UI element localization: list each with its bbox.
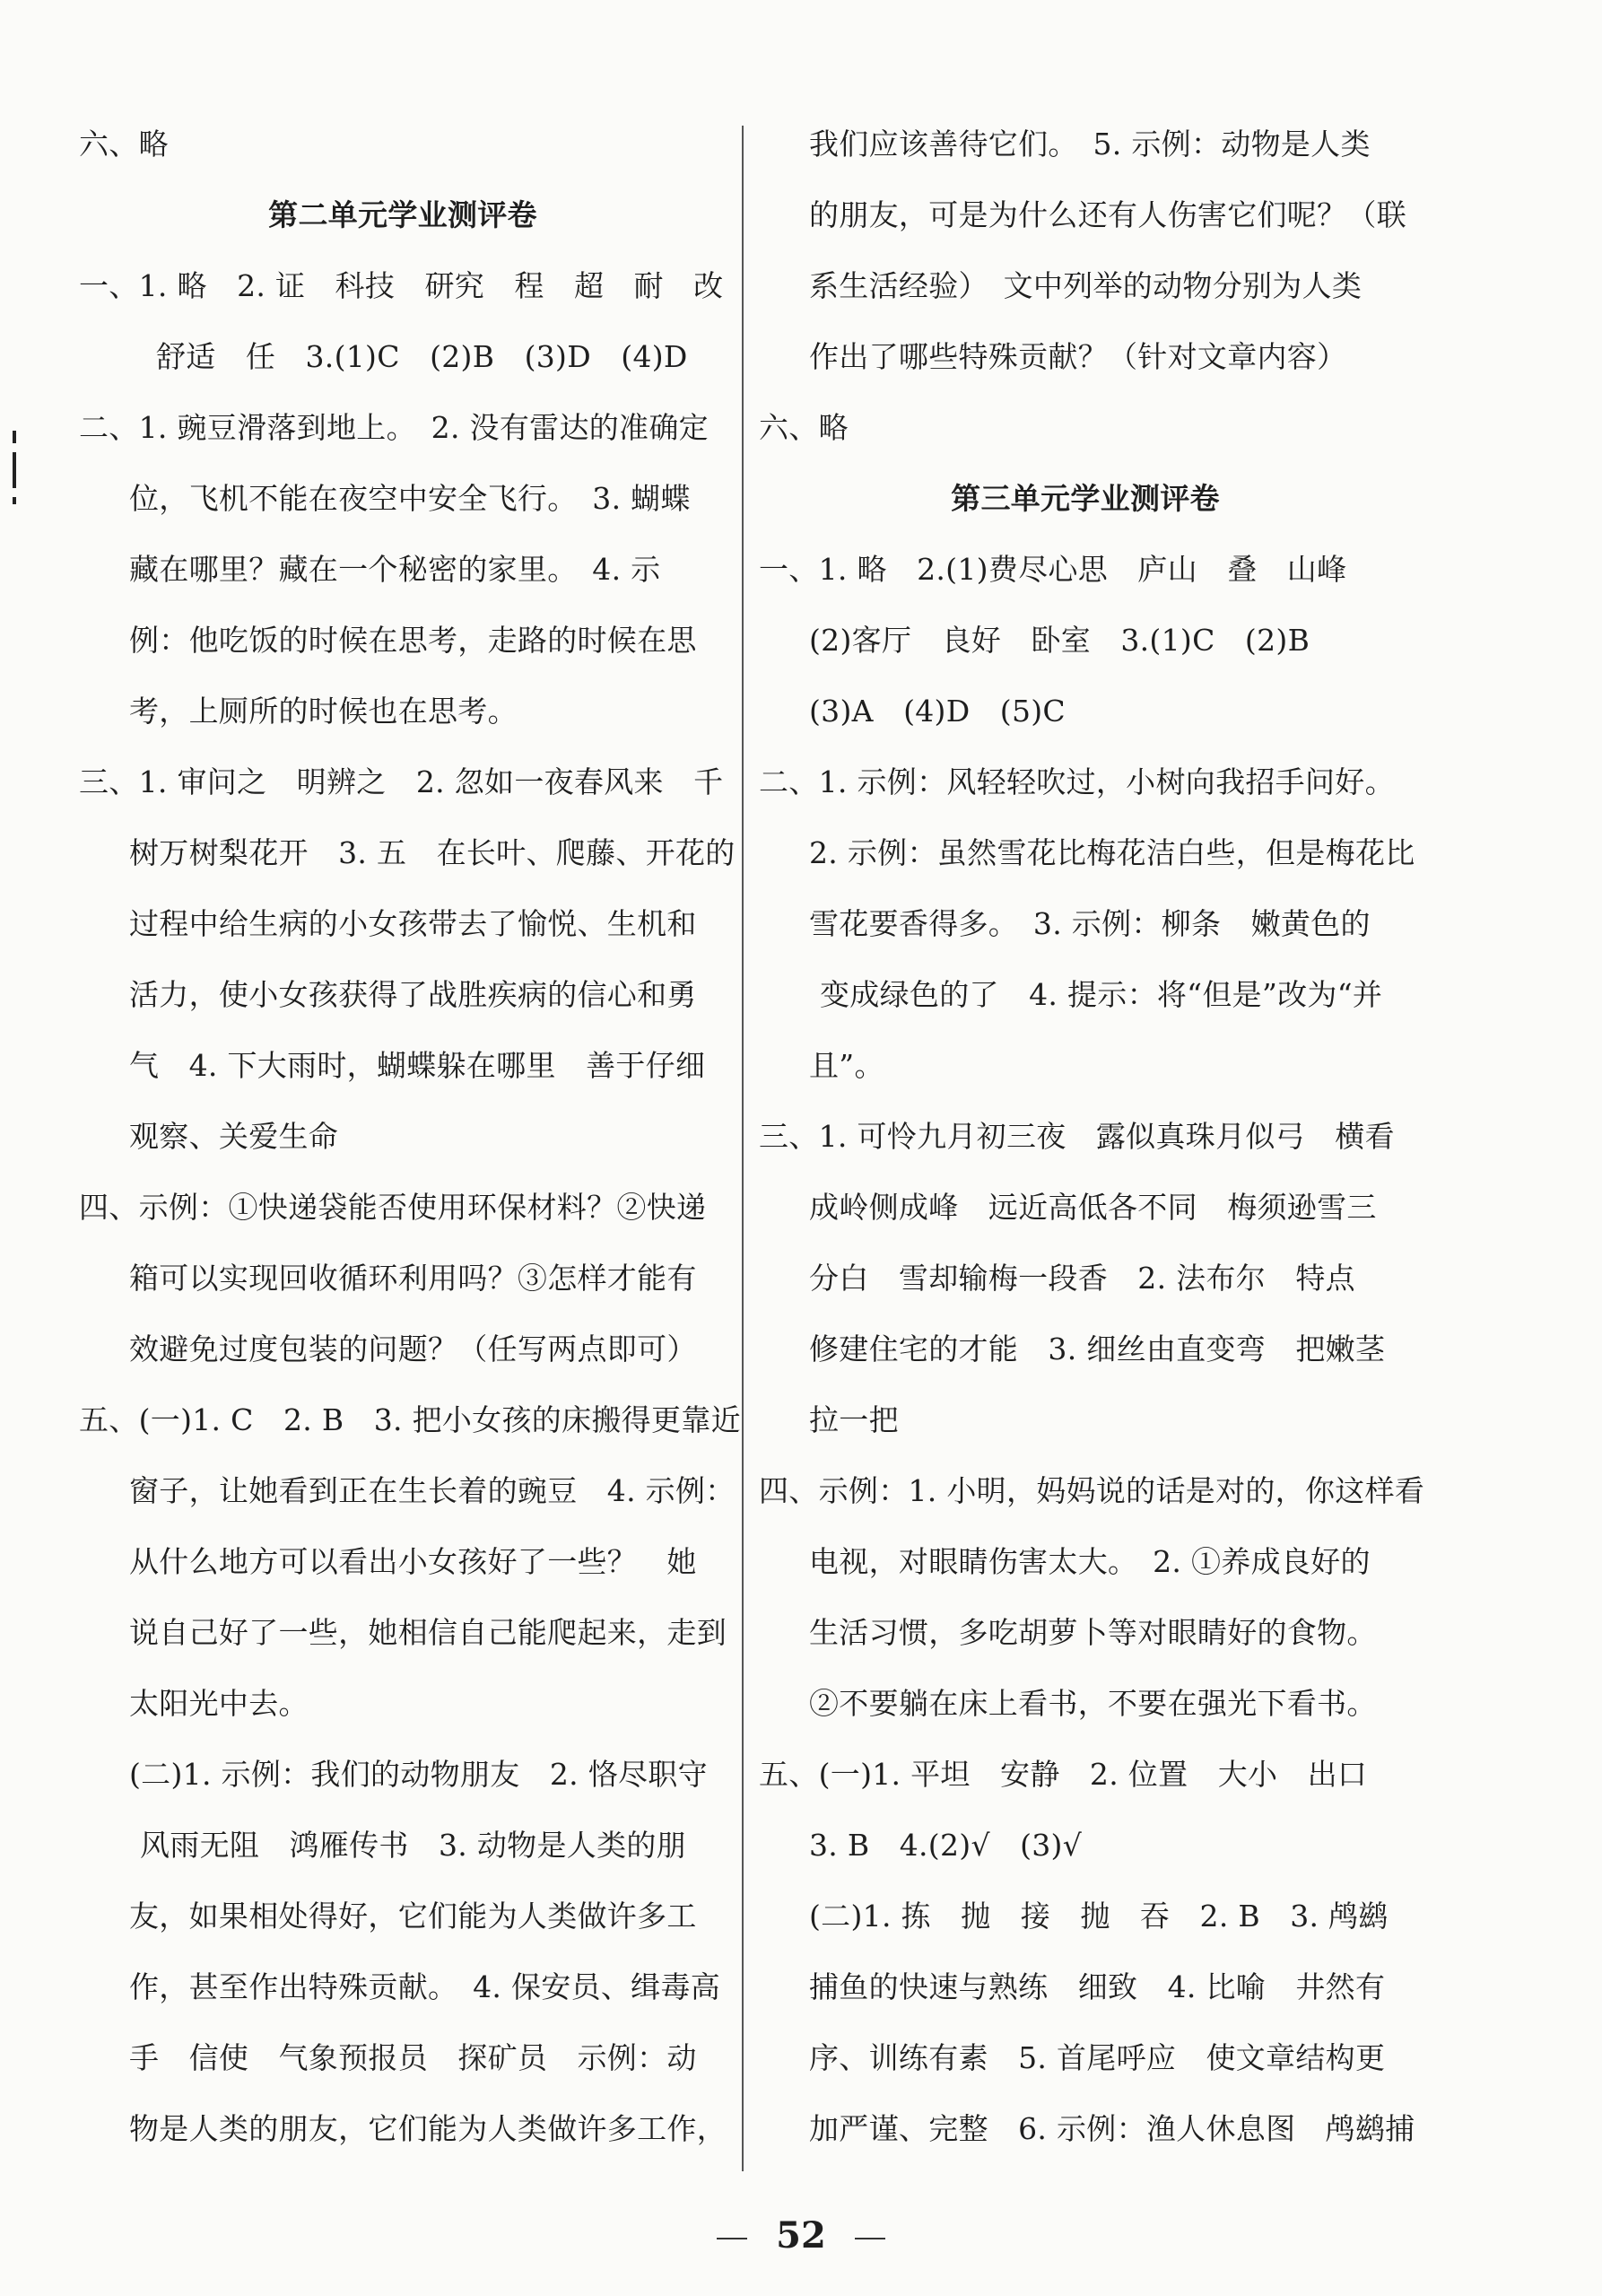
answer-line: 拉一把: [809, 1402, 899, 1437]
answer-line: 友，如果相处得好，它们能为人类做许多工: [129, 1899, 697, 1934]
answer-line: 从什么地方可以看出小女孩好了一些？ 她: [129, 1544, 697, 1579]
answer-line: 一、1. 略 2. 证 科技 研究 程 超 耐 改: [79, 268, 724, 303]
answer-line: 六、略: [79, 127, 169, 162]
answer-line: (3)A (4)D (5)C: [809, 694, 1066, 729]
answer-line: 五、(一)1. C 2. B 3. 把小女孩的床搬得更靠近: [79, 1402, 741, 1437]
answer-line: 风雨无阻 鸿雁传书 3. 动物是人类的朋: [140, 1828, 686, 1863]
answer-line: 四、示例：①快递袋能否使用环保材料？②快递: [79, 1190, 707, 1225]
answer-line: 加严谨、完整 6. 示例：渔人休息图 鸬鹚捕: [809, 2111, 1415, 2146]
answer-line: 舒适 任 3.(1)C (2)B (3)D (4)D: [156, 339, 688, 374]
page-number-text: 52: [776, 2214, 826, 2257]
answer-line: 物是人类的朋友，它们能为人类做许多工作，: [129, 2111, 727, 2146]
answer-line: 且”。: [809, 1048, 884, 1083]
answer-line: 一、1. 略 2.(1)费尽心思 庐山 叠 山峰: [759, 552, 1347, 587]
answer-line: (2)客厅 良好 卧室 3.(1)C (2)B: [809, 623, 1310, 658]
answer-line: 藏在哪里？藏在一个秘密的家里。 4. 示: [129, 552, 661, 587]
answer-line: 手 信使 气象预报员 探矿员 示例：动: [129, 2040, 697, 2075]
page-number: [0, 2214, 1602, 2257]
page-number-dash-right: [855, 2238, 885, 2239]
answer-line: 五、(一)1. 平坦 安静 2. 位置 大小 出口: [759, 1757, 1368, 1792]
answer-line: (二)1. 示例：我们的动物朋友 2. 恪尽职守: [129, 1757, 708, 1792]
answer-line: 二、1. 豌豆滑落到地上。 2. 没有雷达的准确定: [79, 410, 709, 445]
answer-line: 位，飞机不能在夜空中安全飞行。 3. 蝴蝶: [129, 481, 691, 516]
answer-line: (二)1. 拣 抛 接 抛 吞 2. B 3. 鸬鹚: [809, 1899, 1389, 1934]
answer-line: 气 4. 下大雨时，蝴蝶躲在哪里 善于仔细: [129, 1048, 706, 1083]
answer-line: 的朋友，可是为什么还有人伤害它们呢？（联: [809, 197, 1406, 232]
answer-line: 六、略: [759, 410, 849, 445]
answer-line: 例：他吃饭的时候在思考，走路的时候在思: [129, 623, 697, 658]
answer-line: 修建住宅的才能 3. 细丝由直变弯 把嫩茎: [809, 1331, 1386, 1366]
answer-line: 太阳光中去。: [129, 1686, 309, 1721]
answer-line: 三、1. 审问之 明辨之 2. 忽如一夜春风来 千: [79, 764, 724, 799]
answer-line: 序、训练有素 5. 首尾呼应 使文章结构更: [809, 2040, 1386, 2075]
answer-line: 分白 雪却输梅一段香 2. 法布尔 特点: [809, 1261, 1355, 1296]
answer-line: 我们应该善待它们。 5. 示例：动物是人类: [809, 127, 1371, 162]
section-title: 第二单元学业测评卷: [268, 197, 537, 232]
answer-line: 树万树梨花开 3. 五 在长叶、爬藤、开花的: [129, 835, 736, 870]
answer-line: ②不要躺在床上看书，不要在强光下看书。: [809, 1686, 1377, 1721]
answer-line: 考，上厕所的时候也在思考。: [129, 694, 518, 729]
answer-line: 2. 示例：虽然雪花比梅花洁白些，但是梅花比: [809, 835, 1415, 870]
answer-line: 过程中给生病的小女孩带去了愉悦、生机和: [129, 906, 697, 941]
left-column: [79, 117, 741, 2172]
answer-line: 雪花要香得多。 3. 示例：柳条 嫩黄色的: [809, 906, 1371, 941]
column-divider: [742, 126, 744, 2171]
answer-line: 成岭侧成峰 远近高低各不同 梅须逊雪三: [809, 1190, 1377, 1225]
binding-mark: [13, 431, 17, 529]
right-column: [759, 117, 1425, 2172]
answer-line: 说自己好了一些，她相信自己能爬起来，走到: [129, 1615, 727, 1650]
answer-line: 3. B 4.(2)√ (3)√: [809, 1828, 1083, 1863]
answer-line: 电视，对眼睛伤害太大。 2. ①养成良好的: [809, 1544, 1371, 1579]
answer-line: 捕鱼的快速与熟练 细致 4. 比喻 井然有: [809, 1969, 1386, 2004]
answer-line: 观察、关爱生命: [129, 1119, 339, 1154]
answer-line: 作，甚至作出特殊贡献。 4. 保安员、缉毒高: [129, 1969, 721, 2004]
answer-line: 效避免过度包装的问题？（任写两点即可）: [129, 1331, 697, 1366]
page-number-dash-left: [717, 2238, 747, 2239]
answer-line: 四、示例：1. 小明，妈妈说的话是对的，你这样看: [759, 1473, 1425, 1508]
section-title: 第三单元学业测评卷: [951, 481, 1220, 516]
answer-line: 活力，使小女孩获得了战胜疾病的信心和勇: [129, 977, 697, 1012]
answer-line: 系生活经验） 文中列举的动物分别为人类: [809, 268, 1363, 303]
answer-line: 生活习惯，多吃胡萝卜等对眼睛好的食物。: [809, 1615, 1377, 1650]
answer-line: 变成绿色的了 4. 提示：将“但是”改为“并: [820, 977, 1383, 1012]
answer-line: 窗子，让她看到正在生长着的豌豆 4. 示例：: [129, 1473, 736, 1508]
answer-line: 二、1. 示例：风轻轻吹过，小树向我招手问好。: [759, 764, 1395, 799]
answer-line: 作出了哪些特殊贡献？（针对文章内容）: [809, 339, 1347, 374]
answer-line: 箱可以实现回收循环利用吗？③怎样才能有: [129, 1261, 697, 1296]
answer-line: 三、1. 可怜九月初三夜 露似真珠月似弓 横看: [759, 1119, 1395, 1154]
